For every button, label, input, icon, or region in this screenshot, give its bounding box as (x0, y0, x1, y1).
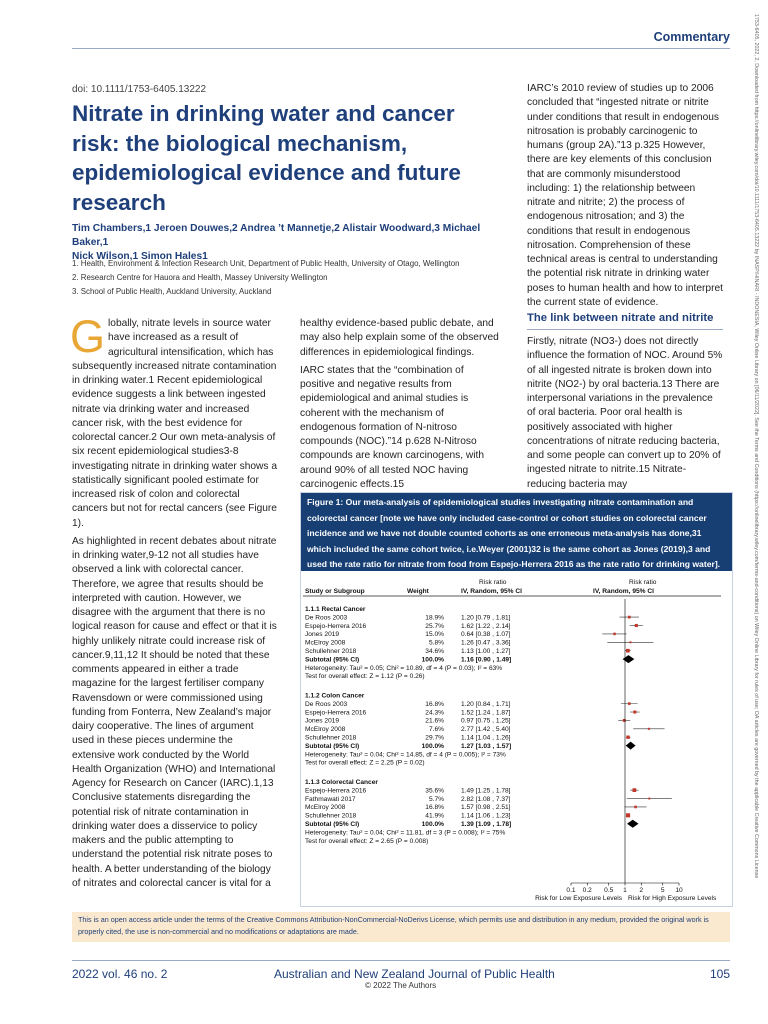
point-estimate (626, 736, 629, 739)
x-tick-label: 0.5 (604, 887, 614, 894)
affiliation: 1. Health, Environment & Infection Research Unit, Department of Public Health, University of Otago, Wellington (72, 259, 460, 268)
study-weight: 16.8% (425, 700, 444, 708)
study-ci: 1.20 [0.79 , 1.81] (461, 614, 511, 622)
point-estimate (635, 624, 638, 627)
subtotal-ci: 1.27 [1.03 , 1.57] (461, 742, 512, 750)
page-number: 105 (709, 967, 730, 981)
affiliation: 2. Research Centre for Hauora and Health, Massey University Wellington (72, 273, 328, 282)
study-weight: 35.6% (425, 787, 444, 795)
point-estimate (632, 788, 636, 792)
header-study: Study or Subgroup (305, 588, 365, 595)
heterogeneity-stat: Heterogeneity: Tau² = 0.05; Chi² = 10.89, df = 4 (P = 0.03); I² = 63% (305, 664, 503, 672)
body-paragraph: healthy evidence-based public debate, and may also help explain some of the observed differences in epidemiological findings. (300, 318, 499, 358)
point-estimate (613, 633, 616, 636)
study-ci: 1.57 [0.98 , 2.51] (461, 804, 511, 812)
study-name: McElroy 2008 (305, 726, 346, 734)
group-title: 1.1.1 Rectal Cancer (305, 606, 366, 613)
x-tick-label: 0.2 (582, 887, 592, 894)
journal-name: Australian and New Zealand Journal of Public Health (274, 967, 555, 981)
subtotal-ci: 1.16 [0.90 , 1.49] (461, 656, 512, 664)
study-ci: 1.13 [1.00 , 1.27] (461, 648, 511, 655)
study-weight: 15.0% (425, 631, 444, 639)
license-notice: This is an open access article under the terms of the Creative Commons Attribution-NonCommercial-NoDerivs License, which permits use and distribution in any medium, provided the original work is properly cited, the use is non-commercial and no modifications or adaptations are made. (72, 912, 730, 942)
body-column-3-continued (527, 335, 723, 496)
study-weight: 25.7% (425, 622, 444, 630)
study-ci: 1.26 [0.47 , 3.36] (461, 639, 511, 647)
header-rule (72, 48, 730, 49)
author-line: Nick Wilson,1 Simon Hales1 (72, 251, 208, 262)
study-name: Fathmawati 2017 (305, 795, 356, 803)
subtotal-label: Subtotal (95% CI) (305, 821, 360, 829)
study-weight: 41.9% (425, 812, 444, 820)
header-risk-ratio: Risk ratio (479, 579, 507, 586)
study-name: De Roos 2003 (305, 614, 348, 622)
body-column-1 (70, 311, 278, 895)
body-paragraph (70, 311, 278, 531)
subtotal-label: Subtotal (95% CI) (305, 656, 360, 664)
x-tick-label: 10 (675, 887, 683, 894)
x-label-right: Risk for High Exposure Levels (628, 895, 717, 902)
subtotal-label: Subtotal (95% CI) (305, 742, 360, 750)
study-name: De Roos 2003 (305, 700, 348, 708)
study-name: McElroy 2008 (305, 804, 346, 812)
point-estimate (648, 728, 650, 730)
heterogeneity-stat: Heterogeneity: Tau² = 0.04; Chi² = 11.81, df = 3 (P = 0.008); I² = 75% (305, 829, 506, 837)
paragraph-text: lobally, nitrate levels in source water have increased as a result of agricultural intensification, which has subsequently increased nitrate contamination in drinking water.1 Recent epidemiological evidence suggests a link between ingested nitrate via drinking water and increased cancer risk, with the best evidence for colorectal cancer.2 Our own meta-analysis of six recent epidemiological studies3-8 investigating nitrate in drinking water shows a statistically significant pooled estimate for increased risk of colon and colorectal cancers but not for rectal cancers (see Figure 1). (72, 318, 277, 529)
subtotal-weight: 100.0% (421, 742, 444, 750)
subtotal-weight: 100.0% (421, 821, 444, 829)
point-estimate (626, 813, 630, 817)
volume-info: 2022 vol. 46 no. 2 (72, 967, 168, 981)
figure-caption: Figure 1: Our meta-analysis of epidemiological studies investigating nitrate contamination and colorectal cancer [note we have only included case-control or cohort studies on colorectal cancer incidence and we have not double counted cohorts as one erroneous meta-analysis has done,31 which included the same cohort twice, i.e.Weyer (2001)32 is the same cohort as Jones (2019),3 and used the rate ratio for nitrate from food from Espejo-Herrera 2016 as the rate ratio for drinking water]. (301, 493, 732, 571)
study-ci: 2.77 [1.42 , 5.40] (461, 726, 511, 734)
overall-effect-stat: Test for overall effect: Z = 2.25 (P = 0.02) (305, 759, 425, 767)
figure-1 (300, 492, 733, 907)
affiliation-list (72, 257, 512, 299)
body-paragraph: IARC’s 2010 review of studies up to 2006 concluded that “ingested nitrate or nitrite under conditions that result in endogenous nitrosation is probably carcinogenic to humans (group 2A).”13 p.325 However, there are key elements of this conclusion that are commonly misunderstood including: 1) the relationship between nitrate and nitrite; 2) the process of endogenous nitrosation; and 3) the conditions that result in endogenous nitrosation. Comprehension of these technical areas is central to understanding the potential risk nitrate in drinking water poses to human health and how to interpret the current state of evidence. (527, 83, 723, 308)
author-line: Tim Chambers,1 Jeroen Douwes,2 Andrea ’t Mannetje,2 Alistair Woodward,3 Michael Baker,1 (72, 223, 481, 248)
copyright: © 2022 The Authors (365, 981, 437, 990)
study-weight: 18.9% (425, 614, 444, 622)
study-weight: 29.7% (425, 734, 444, 742)
study-name: Schullehner 2018 (305, 734, 357, 742)
study-name: Jones 2019 (305, 631, 340, 639)
point-estimate (629, 641, 631, 643)
forest-plot (301, 573, 732, 905)
x-tick-label: 1 (623, 887, 627, 894)
header-risk-ratio-right: Risk ratio (629, 579, 657, 586)
point-estimate (633, 710, 636, 713)
x-tick-label: 0.1 (566, 887, 576, 894)
pooled-diamond (627, 820, 639, 828)
study-ci: 1.49 [1.25 , 1.78] (461, 787, 511, 795)
pooled-diamond (623, 655, 635, 663)
study-name: Jones 2019 (305, 717, 340, 725)
study-weight: 5.8% (428, 639, 444, 647)
x-label-left: Risk for Low Exposure Levels (535, 895, 622, 902)
study-ci: 1.52 [1.24 , 1.87] (461, 709, 511, 717)
body-paragraph: IARC states that the “combination of positive and negative results from epidemiological and animal studies is coherent with the mechanism of endogenous formation of N-nitroso compounds (NOC).”14 p.628 N-Nitroso compounds are known carcinogens, with around 90% of all tested NOC having carcinogenic effects.15 (300, 364, 485, 490)
study-name: Espejo-Herrera 2016 (305, 709, 367, 717)
drop-cap: G (70, 311, 106, 362)
body-column-2 (300, 317, 500, 496)
download-notice (745, 14, 763, 1014)
study-ci: 1.14 [1.06 , 1.23] (461, 812, 511, 820)
section-heading: The link between nitrate and nitrite (527, 312, 714, 324)
study-ci: 1.62 [1.22 , 2.14] (461, 622, 511, 630)
subtotal-ci: 1.39 [1.09 , 1.78] (461, 821, 512, 829)
study-name: Schullehner 2018 (305, 648, 357, 655)
study-ci: 1.14 [1.04 , 1.26] (461, 734, 511, 742)
footer-rule (72, 960, 730, 961)
overall-effect-stat: Test for overall effect: Z = 1.12 (P = 0.26) (305, 673, 425, 681)
overall-effect-stat: Test for overall effect: Z = 2.65 (P = 0.008) (305, 837, 429, 845)
study-weight: 34.6% (425, 648, 444, 655)
subtotal-weight: 100.0% (421, 656, 444, 664)
study-ci: 0.64 [0.38 , 1.07] (461, 631, 511, 639)
x-tick-label: 2 (639, 887, 644, 894)
pooled-diamond (626, 742, 636, 750)
study-name: McElroy 2008 (305, 639, 346, 647)
affiliation: 3. School of Public Health, Auckland University, Auckland (72, 287, 272, 296)
point-estimate (628, 616, 631, 619)
study-weight: 16.8% (425, 804, 444, 812)
point-estimate (628, 702, 631, 705)
study-weight: 7.6% (428, 726, 444, 734)
section-rule (527, 329, 723, 330)
point-estimate (648, 798, 650, 800)
body-column-3 (527, 82, 723, 314)
header-ci-right: IV, Random, 95% CI (593, 588, 654, 595)
header-weight: Weight (407, 588, 429, 595)
study-weight: 24.3% (425, 709, 444, 717)
body-paragraph: As highlighted in recent debates about nitrate in drinking water,9-12 not all studies have observed a link with colorectal cancer. Therefore, we agree that results should be interpreted with caution. However, we disagree with the argument that there is no logical reason for cause and effect or that it is highly unlikely nitrate could increase risk of cancer.9,11,12 It should be noted that these comments appeared in either a trade magazine for the largest fertiliser company Ravensdown or were commissioned using funding from Fonterra, New Zealand’s major dairy cooperative. The lines of argument used in these pieces undermine the extensive work conducted by the World Health Organization (WHO) and International Agency for Research on Cancer (IARC).1,13 Conclusive statements disregarding the potential risk of nitrate contamination in drinking water does a disservice to policy makers and the public attempting to understand the potential risk nitrate poses to health. A better understanding of the biology of nitrates and colorectal cancer is vital for a (72, 535, 277, 889)
header-ci: IV, Random, 95% CI (461, 588, 522, 595)
study-name: Espejo-Herrera 2016 (305, 622, 367, 630)
doi[interactable]: doi: 10.1111/1753-6405.13222 (72, 84, 207, 95)
point-estimate (634, 806, 637, 809)
section-label: Commentary (653, 30, 730, 44)
article-title: Nitrate in drinking water and cancer risk: the biological mechanism, epidemiological evidence and future research (72, 101, 461, 215)
study-ci: 1.20 [0.84 , 1.71] (461, 700, 511, 708)
group-title: 1.1.2 Colon Cancer (305, 692, 365, 700)
study-ci: 2.82 [1.08 , 7.37] (461, 795, 511, 803)
point-estimate (626, 649, 630, 653)
heterogeneity-stat: Heterogeneity: Tau² = 0.04; Chi² = 14.85, df = 4 (P = 0.005); I² = 73% (305, 751, 506, 759)
group-title: 1.1.3 Colorectal Cancer (305, 779, 378, 787)
study-weight: 21.6% (425, 717, 444, 725)
study-name: Espejo-Herrera 2016 (305, 787, 367, 795)
body-paragraph: Firstly, nitrate (NO3-) does not directly influence the formation of NOC. Around 5% of all ingested nitrate is broken down into nitrite (NO2-) by oral bacteria.13 There are interpersonal variations in the prevalence of oral bacteria. Poor oral health is positively associated with higher concentrations of nitrate reducing bacteria, and some people can convert up to 20% of ingested nitrate to nitrite.15 Nitrate-reducing bacteria may (527, 336, 723, 490)
study-weight: 5.7% (428, 795, 444, 803)
download-notice-text: 1753-6405, 2022, 2, Downloaded from https://onlinelibrary.wiley.com/doi/10.1111/1753-6405.13222 by INASP/HINARI - INDONESIA, Wiley Online Library on [06/11/2022]. See the Terms and Conditions (https://onlinelibrary.wiley.com/terms-and-conditions) on Wiley Online Library for rules of use; OA articles are governed by the applicable Creative Commons License (753, 14, 759, 879)
x-tick-label: 5 (660, 887, 665, 894)
study-name: Schullehner 2018 (305, 812, 357, 820)
study-ci: 0.97 [0.75 , 1.25] (461, 717, 511, 725)
